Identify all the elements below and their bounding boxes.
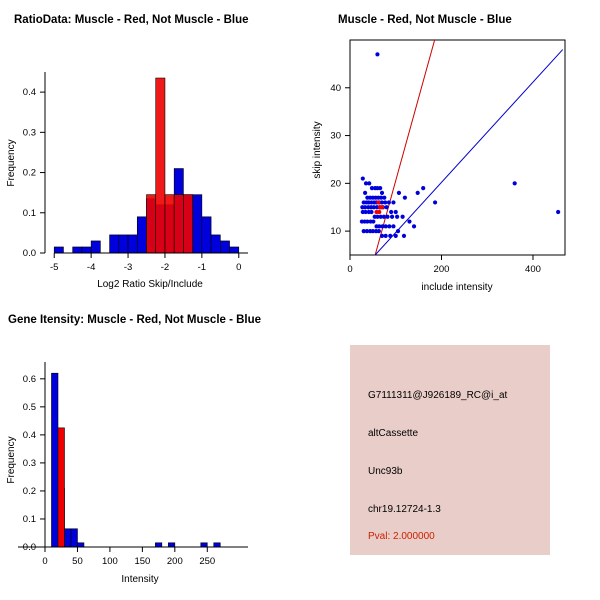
- hist-bar: [58, 428, 64, 547]
- svg-text:0.0: 0.0: [22, 248, 36, 259]
- scatter-point: [382, 196, 386, 200]
- scatter-point: [377, 210, 381, 214]
- hist-bar: [155, 543, 161, 547]
- scatter-point: [394, 234, 398, 238]
- svg-text:0.1: 0.1: [22, 207, 36, 219]
- scatter-point: [380, 234, 384, 238]
- scatter-svg: [300, 10, 600, 300]
- svg-text:20: 20: [330, 178, 341, 190]
- hist-bar: [147, 195, 156, 253]
- svg-text:0.0: 0.0: [22, 542, 36, 553]
- svg-text:30: 30: [330, 130, 341, 142]
- info-probe: G7111311@J926189_RC@i_at: [368, 390, 508, 401]
- scatter-point: [384, 234, 388, 238]
- svg-text:0.4: 0.4: [22, 429, 36, 441]
- panel-intensity-title: Gene Itensity: Muscle - Red, Not Muscle - Blue: [8, 314, 262, 326]
- scatter-point: [395, 215, 399, 219]
- svg-text:0.4: 0.4: [22, 87, 36, 99]
- svg-text:0.5: 0.5: [22, 401, 36, 413]
- scatter-point: [382, 215, 386, 219]
- scatter-point: [384, 205, 388, 209]
- panel-intensity-histogram: [0, 310, 300, 595]
- svg-text:-5: -5: [50, 262, 59, 273]
- hist-bar: [156, 78, 165, 253]
- scatter-point: [361, 176, 365, 180]
- scatter-point: [380, 191, 384, 195]
- svg-text:200: 200: [166, 556, 183, 567]
- svg-text:0.2: 0.2: [22, 485, 36, 497]
- scatter-point: [388, 234, 392, 238]
- hist-bar: [82, 247, 91, 253]
- svg-text:0: 0: [236, 262, 242, 273]
- scatter-point: [385, 215, 389, 219]
- hist-bar: [71, 529, 77, 547]
- scatter-point: [378, 205, 382, 209]
- scatter-point: [556, 210, 560, 214]
- scatter-point: [378, 186, 382, 190]
- panel-scatter: [300, 10, 600, 300]
- hist-bar: [73, 247, 82, 253]
- scatter-point: [390, 215, 394, 219]
- svg-text:0: 0: [347, 264, 353, 275]
- hist-bar: [119, 235, 128, 253]
- hist-bar: [128, 235, 137, 253]
- scatter-point: [387, 224, 391, 228]
- hist-bar: [183, 195, 192, 253]
- scatter-point: [396, 229, 400, 233]
- scatter-point: [376, 200, 380, 204]
- scatter-point: [513, 181, 517, 185]
- scatter-point: [391, 200, 395, 204]
- scatter-point: [402, 234, 406, 238]
- scatter-point: [375, 52, 379, 56]
- scatter-point: [401, 215, 405, 219]
- hist-bar: [137, 217, 146, 253]
- svg-text:-1: -1: [197, 262, 207, 273]
- hist-bar: [214, 543, 220, 547]
- scatter-point: [383, 200, 387, 204]
- hist-bar: [77, 543, 83, 547]
- info-gene: Unc93b: [368, 466, 403, 477]
- hist-bar: [220, 241, 229, 253]
- scatter-point: [421, 186, 425, 190]
- scatter-point: [371, 219, 375, 223]
- hist-bar: [174, 195, 183, 253]
- panel-scatter-xlabel: include intensity: [421, 282, 493, 293]
- scatter-point: [367, 181, 371, 185]
- info-event: altCassette: [368, 428, 419, 439]
- scatter-point: [412, 224, 416, 228]
- svg-text:0.1: 0.1: [22, 513, 36, 525]
- scatter-point: [416, 191, 420, 195]
- scatter-point: [394, 210, 398, 214]
- svg-text:200: 200: [433, 264, 450, 275]
- scatter-point: [407, 219, 411, 223]
- scatter-point: [403, 196, 407, 200]
- hist-bar: [54, 247, 63, 253]
- svg-text:150: 150: [134, 556, 151, 567]
- scatter-point: [387, 200, 391, 204]
- scatter-point: [363, 191, 367, 195]
- hist-bar: [201, 543, 207, 547]
- svg-text:0.2: 0.2: [22, 167, 36, 179]
- hist-bar: [230, 247, 239, 253]
- panel-ratio-xlabel: Log2 Ratio Skip/Include: [97, 279, 203, 290]
- svg-text:0.6: 0.6: [22, 373, 36, 385]
- svg-text:0.3: 0.3: [22, 457, 36, 469]
- ratio-histogram-svg: [0, 10, 300, 300]
- hist-bar: [64, 529, 70, 547]
- svg-text:40: 40: [330, 82, 341, 94]
- scatter-point: [391, 224, 395, 228]
- hist-bar: [202, 217, 211, 253]
- info-panel: [350, 345, 550, 555]
- svg-text:-2: -2: [160, 262, 170, 273]
- hist-bar: [91, 241, 100, 253]
- intensity-histogram-svg: [0, 310, 300, 595]
- scatter-point: [384, 224, 388, 228]
- info-pval: Pval: 2.000000: [368, 531, 435, 542]
- svg-text:100: 100: [101, 556, 118, 567]
- svg-text:-3: -3: [123, 262, 133, 273]
- svg-text:0: 0: [42, 556, 48, 567]
- scatter-point: [397, 191, 401, 195]
- scatter-point: [369, 210, 373, 214]
- svg-text:50: 50: [72, 556, 83, 567]
- panel-scatter-title: Muscle - Red, Not Muscle - Blue: [338, 14, 512, 26]
- panel-scatter-ylabel: skip intensity: [312, 121, 323, 179]
- panel-intensity-ylabel: Frequency: [6, 436, 17, 484]
- svg-text:250: 250: [199, 556, 216, 567]
- svg-text:400: 400: [525, 264, 541, 275]
- scatter-point: [377, 229, 381, 233]
- panel-ratio-histogram: [0, 10, 300, 300]
- panel-intensity-xlabel: Intensity: [121, 574, 159, 585]
- scatter-point: [433, 200, 437, 204]
- hist-bar: [211, 235, 220, 253]
- svg-text:-4: -4: [86, 262, 96, 273]
- hist-bar: [193, 195, 202, 253]
- hist-bar: [168, 543, 174, 547]
- hist-bar: [110, 235, 119, 253]
- hist-bar: [51, 373, 57, 547]
- info-locus: chr19.12724-1.3: [368, 504, 441, 515]
- hist-bar: [165, 195, 174, 253]
- svg-text:0.3: 0.3: [22, 127, 36, 139]
- svg-text:10: 10: [330, 226, 341, 238]
- panel-ratio-title: RatioData: Muscle - Red, Not Muscle - Blue: [14, 14, 249, 26]
- panel-ratio-ylabel: Frequency: [6, 139, 17, 187]
- scatter-point: [389, 210, 393, 214]
